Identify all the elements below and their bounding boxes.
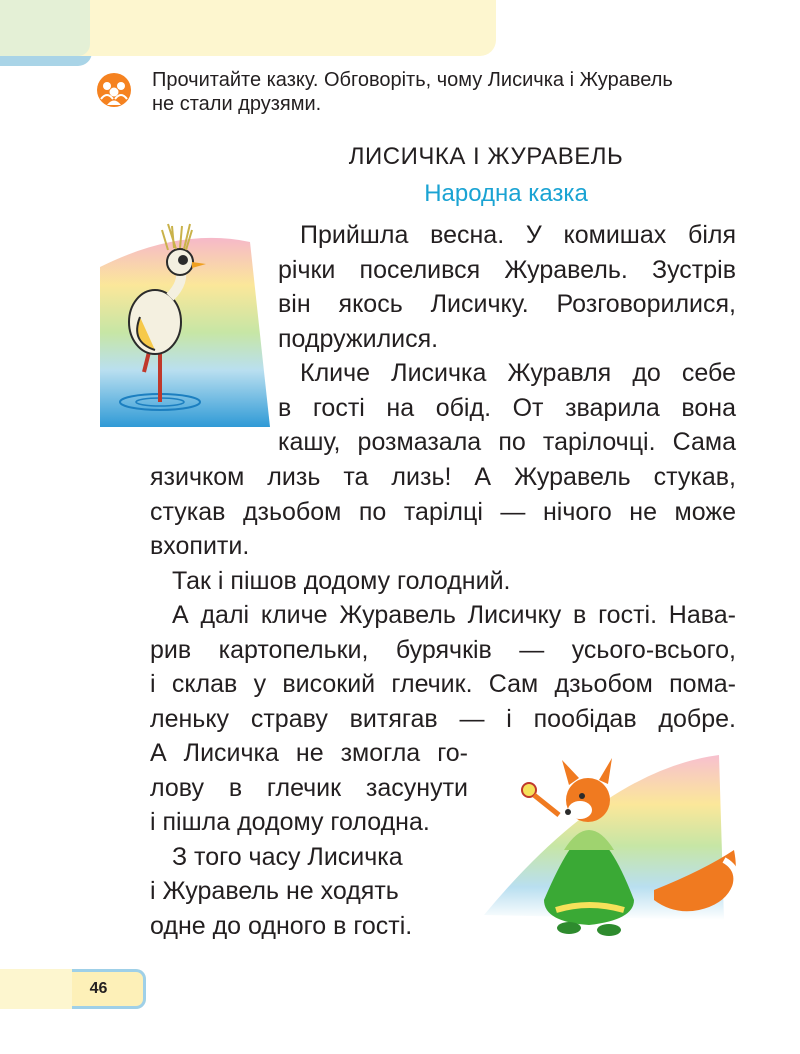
story-line: одне до одного в гості. <box>150 911 413 940</box>
story-line: річки поселився Журавель. Зустрів <box>278 255 736 284</box>
story-line: Прийшла весна. У комишах біля <box>300 221 736 249</box>
instruction-line: Прочитайте казку. Обговоріть, чому Лисичка і Журавель <box>152 69 673 91</box>
story-line: З того часу Лисичка <box>172 842 403 871</box>
story-subtitle: Народна казка <box>424 180 588 207</box>
story-line: леньку страву витягав — і пообідав добре. <box>150 704 736 733</box>
story-line: і склав у високий глечик. Сам дзьобом пома- <box>150 670 736 698</box>
story-line: він якось Лисичку. Розговорилися, <box>278 290 736 318</box>
fox-illustration <box>484 740 754 945</box>
page-number: 46 <box>72 969 146 1009</box>
story-line: стукав дзьобом по тарілці — нічого не може <box>150 497 736 526</box>
story-line: язичком лизь та лизь! А Журавель стукав, <box>150 463 736 491</box>
story-line: вхопити. <box>150 532 250 560</box>
story-line: лову в глечик засунути <box>150 773 468 802</box>
story-paragraph-block <box>278 218 736 460</box>
story-paragraph-block <box>150 736 468 943</box>
task-instruction <box>152 68 752 116</box>
story-line: кашу, розмазала по тарілочці. Сама <box>278 428 736 456</box>
story-line: і пішла додому голодна. <box>150 808 430 836</box>
story-line: Кличе Лисичка Журавля до себе <box>300 359 736 387</box>
group-discussion-icon <box>96 72 132 108</box>
story-line: і Журавель не ходять <box>150 877 399 905</box>
story-line: рив картопельки, бурячків — усього-всього, <box>150 635 736 664</box>
top-tab-green <box>0 0 90 56</box>
story-line: А Лисичка не змогла го- <box>150 739 468 767</box>
story-line: Так і пішов додому голодний. <box>172 566 511 595</box>
story-paragraph-block <box>150 460 736 736</box>
instruction-line: не стали друзями. <box>152 93 322 115</box>
story-line: в гості на обід. От зварила вона <box>278 393 736 422</box>
story-line: подружилися. <box>278 324 439 353</box>
story-title: ЛИСИЧКА І ЖУРАВЕЛЬ <box>348 143 624 170</box>
crane-illustration <box>100 222 270 427</box>
story-line: А далі кличе Журавель Лисичку в гості. Нава- <box>172 601 736 629</box>
